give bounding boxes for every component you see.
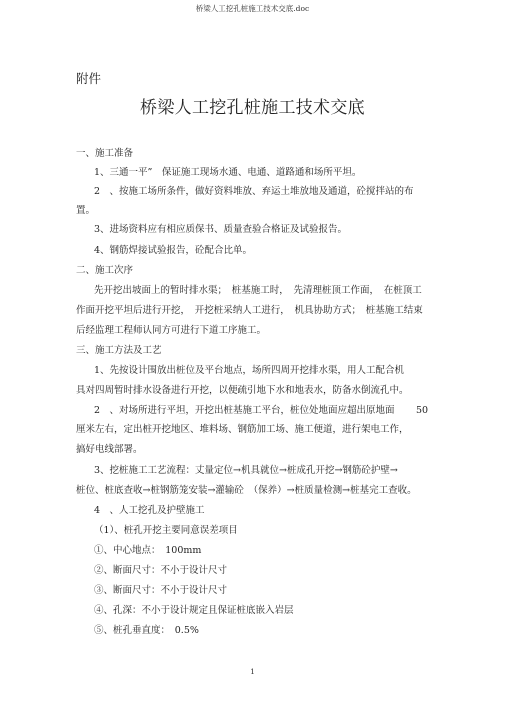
- document-title: 桥梁人工挖孔桩施工技术交底: [140, 98, 365, 118]
- annex-label: 附件: [76, 71, 102, 86]
- list-item: ④、孔深：不小于设计规定且保证桩底嵌入岩层: [94, 605, 294, 616]
- list-item: ②、断面尺寸：不小于设计尺寸: [94, 565, 228, 576]
- list-item: ⑤、桩孔垂直度： 0.5%: [94, 625, 199, 636]
- section-heading-sequence: 二、施工次序: [76, 265, 134, 276]
- body-line: 具对四周暂时排水设备进行开挖，以便疏引地下水和地表水，防备水倒流孔中。: [76, 385, 409, 396]
- body-line: 搞好电线部署。: [76, 444, 143, 455]
- body-line: 3、挖桩施工工艺流程：丈量定位→机具就位→桩成孔开挖→钢筋砼护壁→: [94, 465, 398, 476]
- page-number: 1: [250, 667, 255, 676]
- document-filename-header: 桥梁人工挖孔桩施工技术交底.doc: [195, 4, 310, 13]
- body-line: （1）、桩孔开挖主要同意误差项目: [94, 525, 238, 536]
- section-heading-preparation: 一、施工准备: [76, 148, 134, 159]
- body-line: 2 、按施工场所条件，做好资料堆放、弃运土堆放地及通道，砼搅拌站的布: [94, 186, 414, 197]
- subsection-heading: 4 、人工挖孔及护壁施工: [94, 505, 205, 516]
- body-line: 1、三通一平” 保证施工现场水通、电通、道路通和场所平坦。: [94, 167, 362, 178]
- body-line: 厘米左右，定出桩开挖地区、堆料场、钢筋加工场、施工便道，进行架电工作，: [76, 424, 409, 435]
- body-line: 2 、对场所进行平坦，开挖出桩基施工平台，桩位处地面应超出原地面: [94, 405, 395, 416]
- body-line: 3、进场资料应有相应质保书、质量查验合格证及试验报告。: [94, 224, 348, 235]
- body-line: 后经监理工程师认同方可进行下道工序施工。: [76, 325, 267, 336]
- body-line: 4、钢筋焊接试验报告，砼配合比单。: [94, 245, 253, 256]
- list-item: ③、断面尺寸：不小于设计尺寸: [94, 585, 228, 596]
- trailing-number: 50: [416, 405, 429, 416]
- section-heading-method: 三、施工方法及工艺: [76, 345, 162, 356]
- list-item: ①、中心地点： 100mm: [94, 545, 202, 556]
- body-line: 桩位、桩底查收→桩钢筋笼安装→灌输砼 （保养）→桩质量检测→桩基完工查收。: [76, 485, 417, 496]
- body-line: 置。: [76, 205, 96, 216]
- body-line: 先开挖出坡面上的暂时排水渠； 桩基施工时， 先清理桩顶工作面， 在桩顶工: [94, 285, 422, 296]
- body-line: 作面开挖平坦后进行开挖， 开挖桩采纳人工进行， 机具协助方式； 桩基施工结束: [76, 305, 423, 316]
- body-line: 1、先按设计围放出桩位及平台地点，场所四周开挖排水渠，用人工配合机: [94, 365, 405, 376]
